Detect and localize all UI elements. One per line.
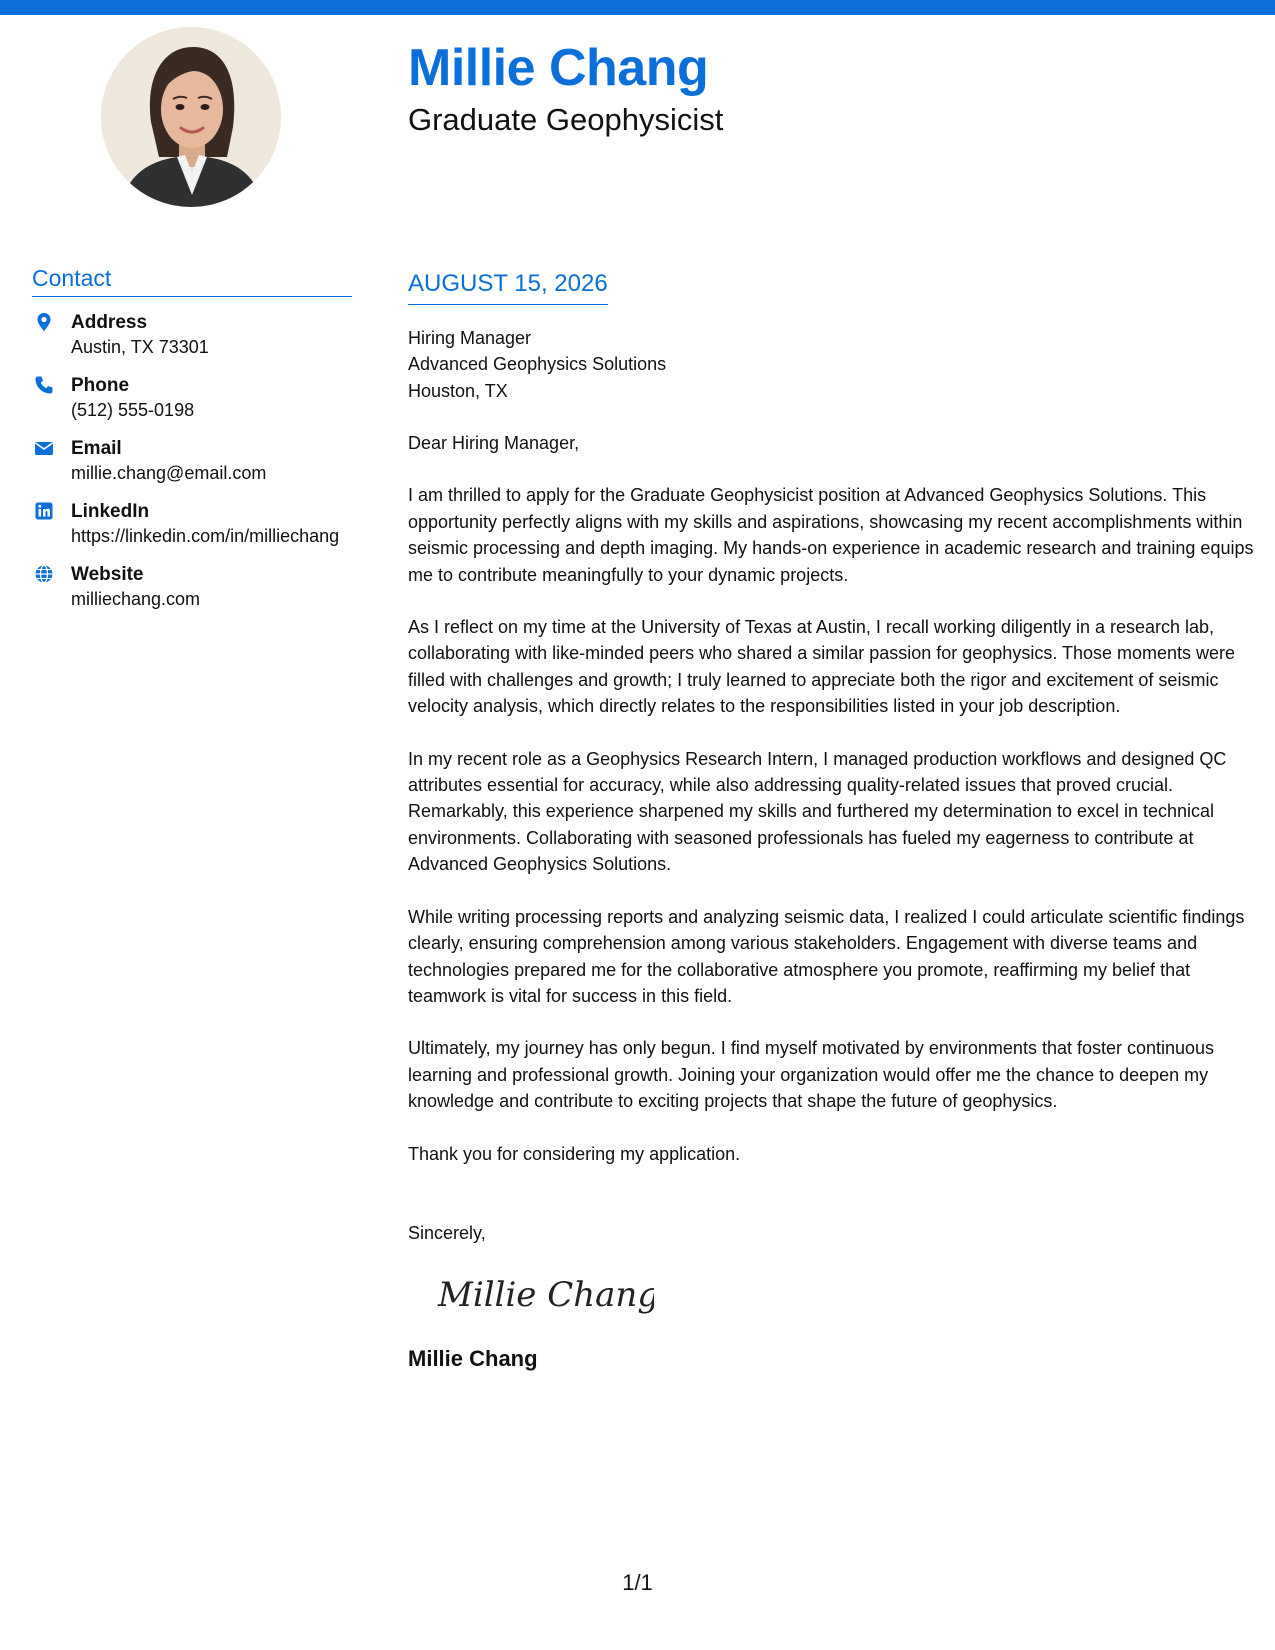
- closing: Sincerely,: [408, 1222, 486, 1243]
- contact-item-phone: [32, 373, 352, 423]
- contact-item-address: [32, 310, 352, 360]
- linkedin-icon: [34, 501, 54, 521]
- contact-label: Phone: [71, 374, 130, 396]
- phone-icon: [34, 375, 54, 395]
- body-paragraph: In my recent role as a Geophysics Research Intern, I managed production workflows and designed QC attributes essential for accuracy, while also addressing quality-related issues that proved crucial. Remarkably, this experience sharpened my skills and furthered my determination to excel in technical environments. Collaborating with seasoned professionals has fueled my eagerness to contribute at Advanced Geophysics Solutions.: [408, 748, 1227, 875]
- recipient-line: Hiring Manager: [408, 327, 532, 348]
- contact-value[interactable]: milliechang.com: [71, 588, 201, 609]
- contact-item-email: [32, 436, 352, 486]
- contact-label: LinkedIn: [71, 500, 150, 522]
- candidate-title: Graduate Geophysicist: [408, 102, 724, 137]
- contact-value[interactable]: millie.chang@email.com: [71, 462, 267, 483]
- body-paragraph: As I reflect on my time at the University of Texas at Austin, I recall working diligently in a research lab, collaborating with like-minded peers who shared a similar passion for geophysics. Those moments were filled with challenges and growth; I truly learned to appreciate both the rigor and excitement of seismic velocity analysis, which directly relates to the responsibilities listed in your job description.: [408, 617, 1236, 717]
- contact-value[interactable]: https://linkedin.com/in/milliechang: [71, 525, 340, 546]
- email-icon: [34, 438, 54, 458]
- top-accent-bar: [0, 0, 1275, 15]
- recipient-block: [408, 325, 1258, 404]
- page-number: 1/1: [622, 1570, 653, 1595]
- recipient-line: Advanced Geophysics Solutions: [408, 354, 667, 375]
- letter-date: AUGUST 15, 2026: [408, 270, 608, 305]
- contact-heading: Contact: [32, 265, 352, 297]
- letter-body: [408, 270, 1258, 1373]
- contact-label: Address: [71, 311, 148, 333]
- handwritten-signature: [434, 1266, 1258, 1322]
- contact-item-website: [32, 562, 352, 612]
- thank-you-line: Thank you for considering my application.: [408, 1143, 741, 1164]
- contact-label: Website: [71, 563, 144, 585]
- body-paragraph: I am thrilled to apply for the Graduate Geophysicist position at Advanced Geophysics Solutions. This opportunity perfectly aligns with my skills and aspirations, showcasing my recent accomplishments within seismic processing and depth imaging. My hands-on experience in academic research and training equips me to contribute meaningfully to your dynamic projects.: [408, 485, 1254, 585]
- recipient-line: Houston, TX: [408, 380, 508, 401]
- candidate-name: Millie Chang: [408, 39, 709, 97]
- body-paragraph: While writing processing reports and analyzing seismic data, I realized I could articulate scientific findings clearly, ensuring comprehension among various stakeholders. Engagement with diverse teams and technologies prepared me for the collaborative atmosphere you promote, reaffirming my belief that teamwork is vital for success in this field.: [408, 906, 1245, 1006]
- contact-item-linkedin: [32, 499, 352, 549]
- location-pin-icon: [34, 312, 54, 332]
- contact-sidebar: [32, 265, 352, 612]
- avatar: [101, 27, 281, 207]
- greeting: Dear Hiring Manager,: [408, 433, 580, 454]
- globe-icon: [34, 564, 54, 584]
- contact-label: Email: [71, 437, 122, 459]
- contact-value: (512) 555-0198: [71, 399, 195, 420]
- contact-value: Austin, TX 73301: [71, 336, 209, 357]
- signer-name: Millie Chang: [408, 1346, 538, 1372]
- signature-glyphs: Millie Chang: [438, 1275, 654, 1316]
- body-paragraph: Ultimately, my journey has only begun. I find myself motivated by environments that foster continuous learning and professional growth. Joining your organization would offer me the chance to deepen my knowledge and contribute to exciting projects that shape the future of geophysics.: [408, 1038, 1215, 1112]
